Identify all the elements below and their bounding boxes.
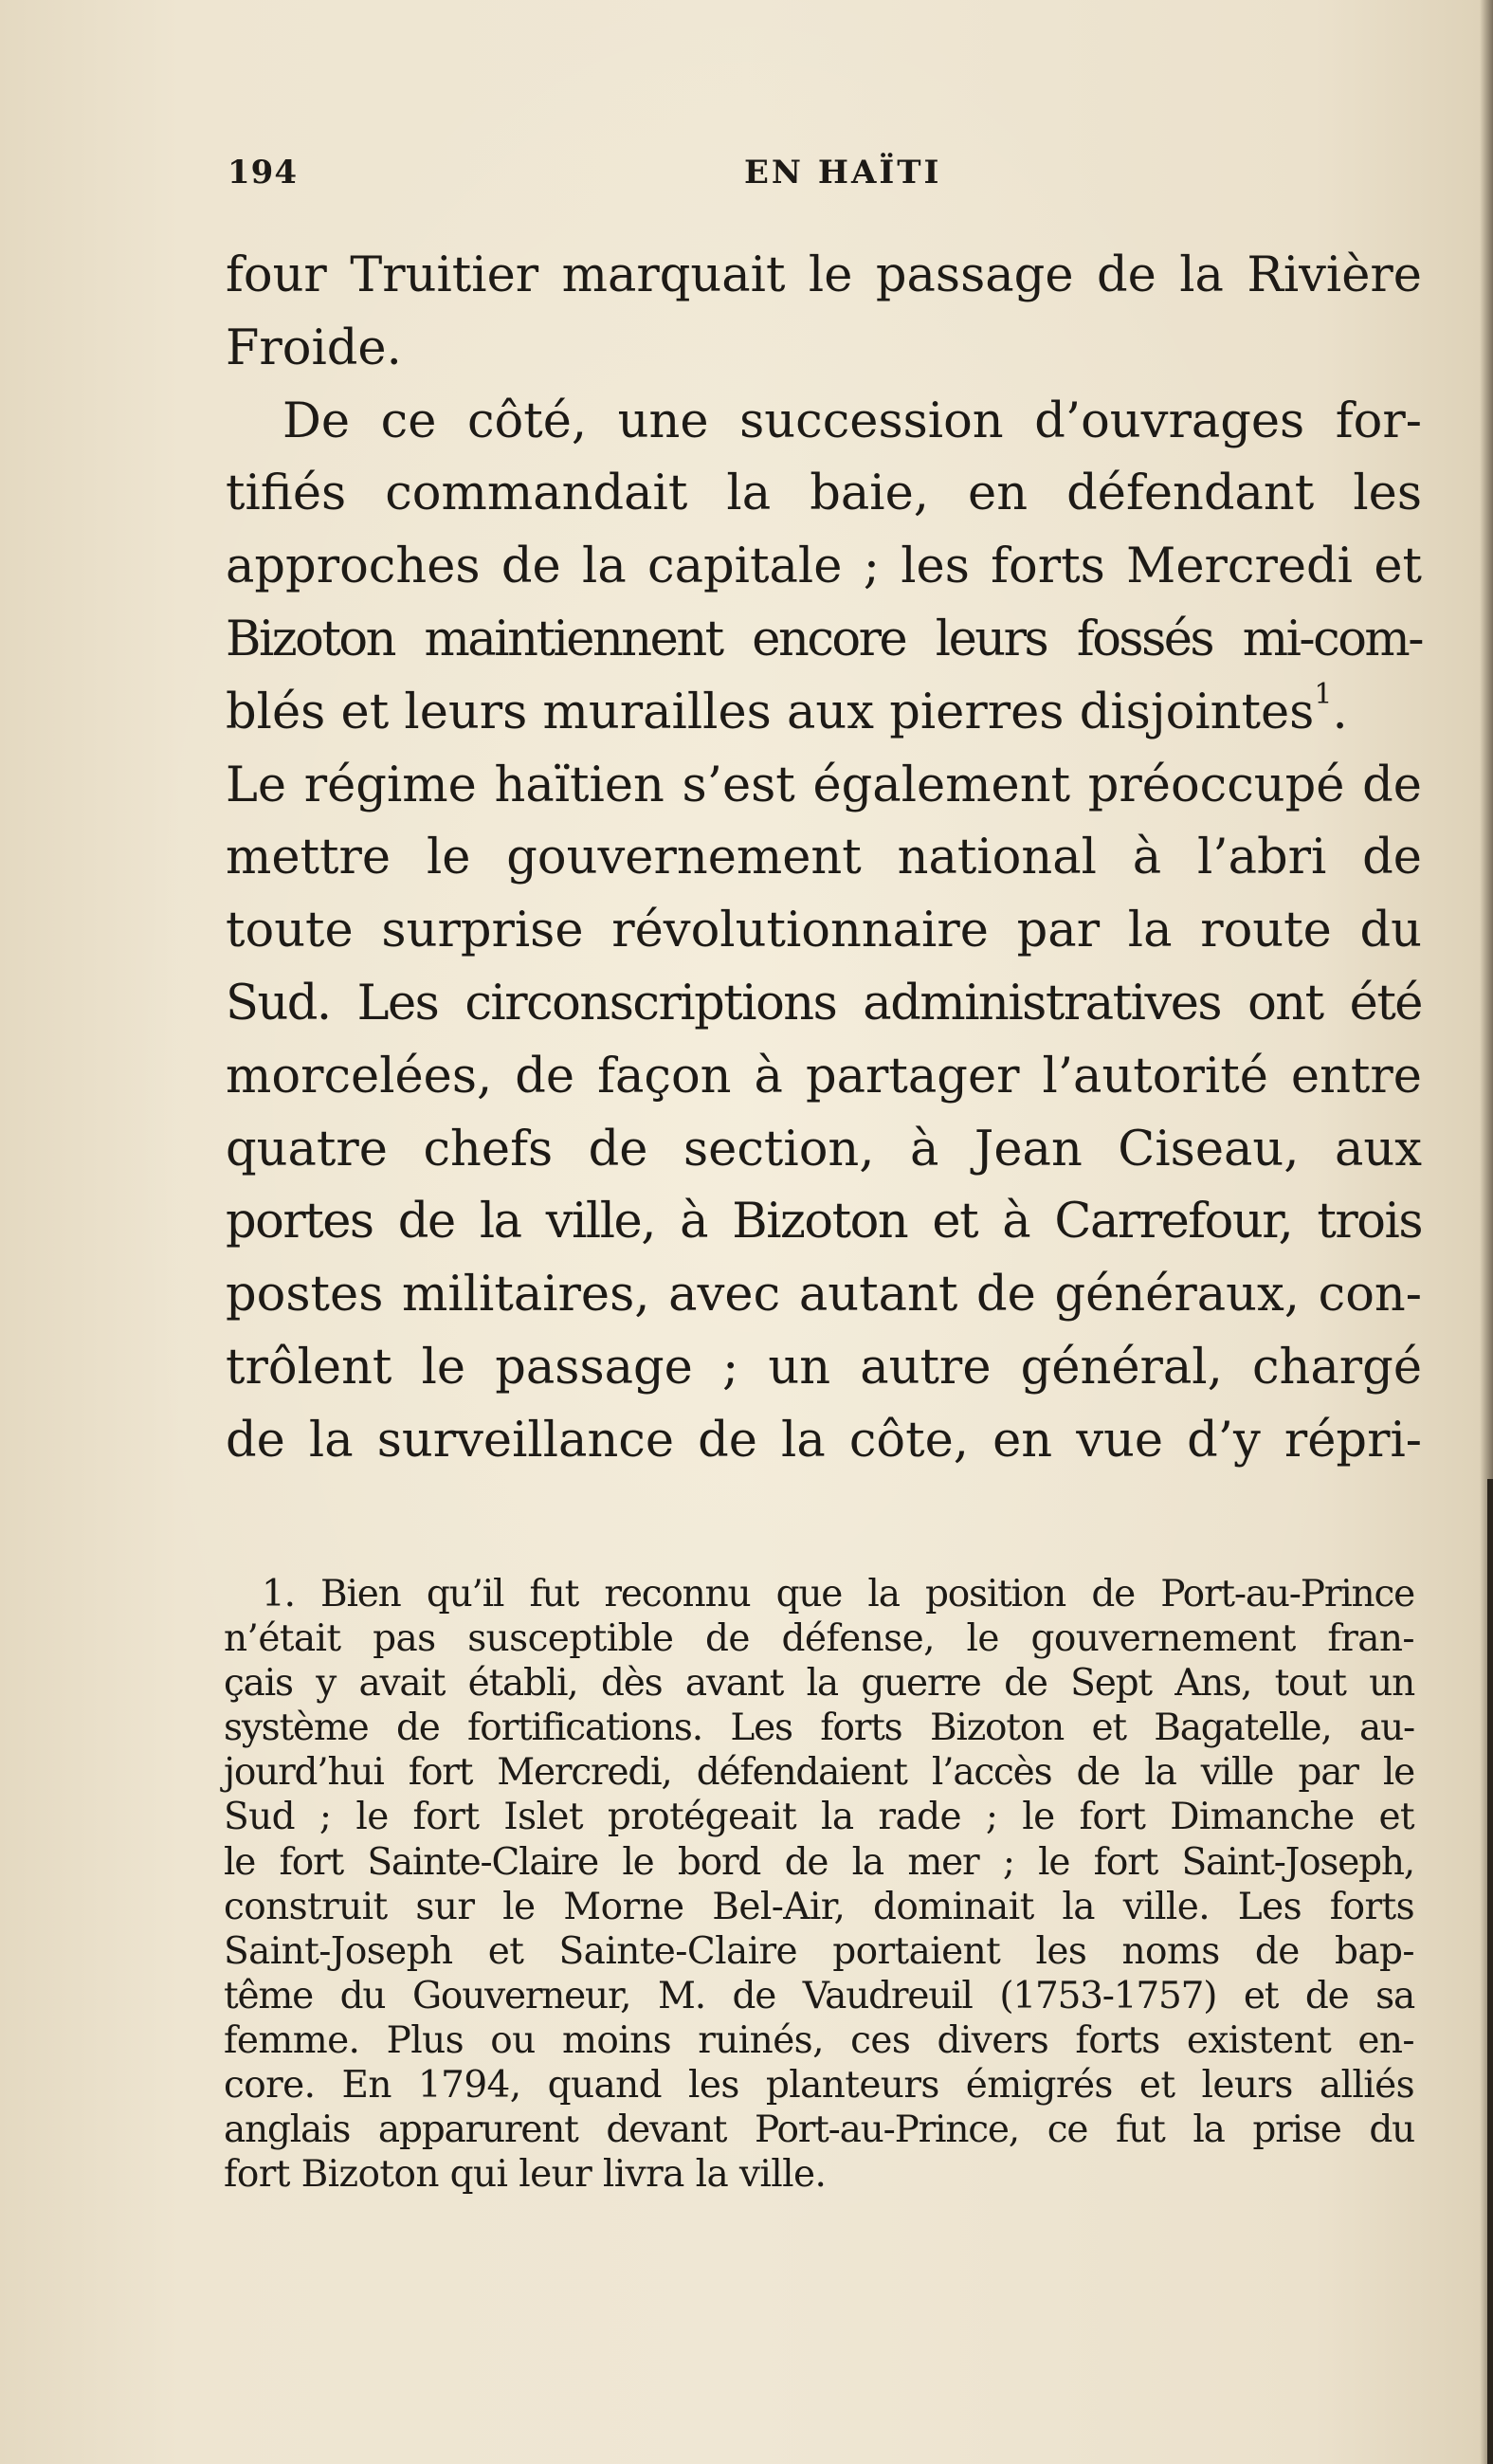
- footnote-line: fort Bizoton qui leur livra la ville.: [224, 2153, 827, 2197]
- main-text: [226, 240, 1422, 1478]
- text-line: approches de la capitale ; les forts Mercredi et: [226, 538, 1422, 595]
- text-line: mettre le gouvernement national à l’abri de: [226, 830, 1422, 886]
- text-line: Le régime haïtien s’est également préoccupé de: [226, 757, 1422, 813]
- text-line: Bizoton maintiennent encore leurs fossés mi-com-: [226, 611, 1422, 667]
- text-line-content: blés et leurs murailles aux pierres disjointes: [226, 684, 1315, 740]
- footnote-line: Sud ; le fort Islet protégeait la rade ; le fort Dimanche et: [224, 1796, 1414, 1839]
- page-edge-binding: [1487, 1479, 1493, 2464]
- footnote-line: core. En 1794, quand les planteurs émigrés et leurs alliés: [224, 2064, 1414, 2108]
- text-line: De ce côté, une succession d’ouvrages for-: [282, 392, 1422, 449]
- text-line: Froide.: [226, 319, 402, 376]
- running-head: EN HAÏTI: [744, 154, 942, 192]
- footnote-line: anglais apparurent devant Port-au-Prince, ce fut la prise du: [224, 2108, 1414, 2152]
- sentence-period: .: [1332, 684, 1348, 740]
- text-line: tifiés commandait la baie, en défendant les: [226, 465, 1422, 522]
- text-line: Sud. Les circonscriptions administratives ont été: [226, 975, 1422, 1031]
- footnote-line: 1. Bien qu’il fut reconnu que la position de Port-au-Prince: [262, 1573, 1414, 1615]
- text-line: morcelées, de façon à partager l’autorité entre: [226, 1048, 1422, 1104]
- footnote-line: femme. Plus ou moins ruinés, ces divers forts existent en-: [224, 2018, 1414, 2062]
- page-header: [228, 154, 1422, 201]
- footnote-line: jourd’hui fort Mercredi, défendaient l’accès de la ville par le: [224, 1751, 1414, 1795]
- text-line: four Truitier marquait le passage de la Rivière: [226, 247, 1422, 303]
- footnote-line: le fort Sainte-Claire le bord de la mer ; le fort Saint-Joseph,: [224, 1840, 1414, 1884]
- footnote-line: Saint-Joseph et Sainte-Claire portaient les noms de bap-: [224, 1929, 1414, 1973]
- footnote-line: çais y avait établi, dès avant la guerre de Sept Ans, tout un: [224, 1662, 1414, 1706]
- page-number: 194: [228, 154, 298, 192]
- text-line: postes militaires, avec autant de généraux, con-: [226, 1267, 1422, 1323]
- footnote-reference: 1: [1314, 677, 1333, 711]
- text-line: toute surprise révolutionnaire par la route du: [226, 903, 1422, 959]
- footnote-line: n’était pas susceptible de défense, le gouvernement fran-: [224, 1617, 1414, 1661]
- text-line: portes de la ville, à Bizoton et à Carrefour, trois: [226, 1194, 1422, 1250]
- text-line: trôlent le passage ; un autre général, chargé: [226, 1339, 1422, 1396]
- text-line-with-footnote-ref: [226, 677, 1422, 750]
- footnote: [224, 1572, 1414, 2197]
- footnote-line: système de fortifications. Les forts Bizoton et Bagatelle, au-: [224, 1707, 1414, 1750]
- footnote-line: tême du Gouverneur, M. de Vaudreuil (1753-1757) et de sa: [224, 1974, 1414, 2017]
- text-line: quatre chefs de section, à Jean Ciseau, aux: [226, 1121, 1422, 1177]
- text-line: de la surveillance de la côte, en vue d’y répri-: [226, 1412, 1422, 1469]
- footnote-line: construit sur le Morne Bel-Air, dominait la ville. Les forts: [224, 1885, 1414, 1928]
